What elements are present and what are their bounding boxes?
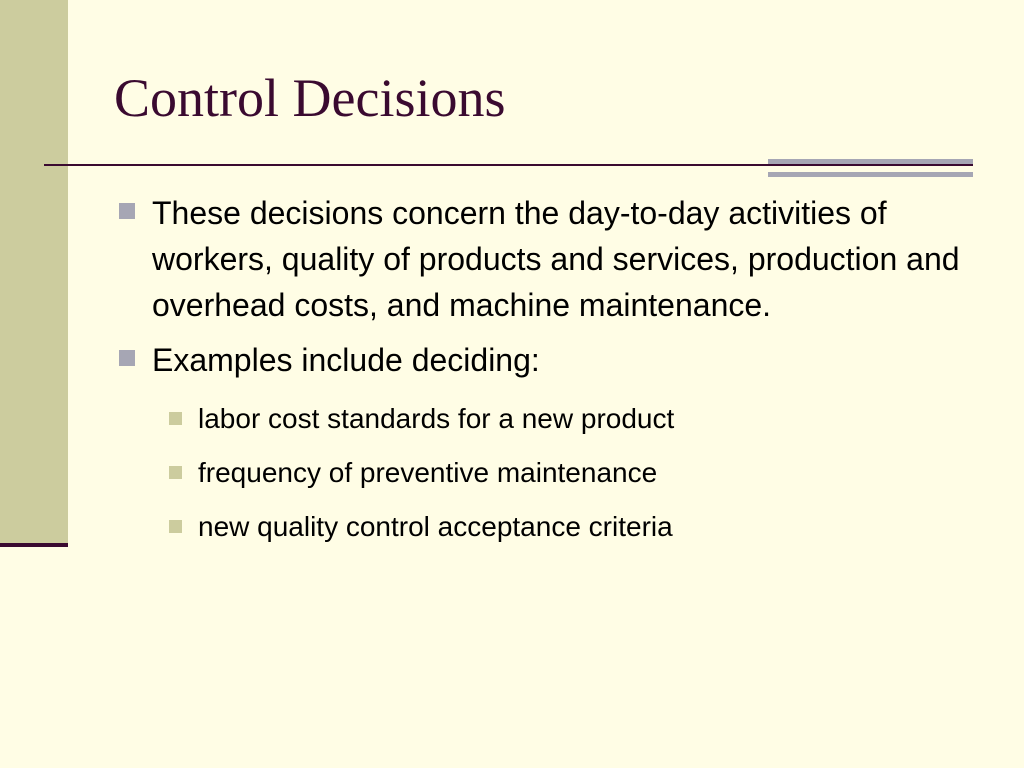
sub-bullet-item — [164, 446, 976, 500]
bullet-item — [116, 337, 976, 383]
sub-bullet-text: frequency of preventive maintenance — [198, 457, 658, 488]
sub-bullet-text: new quality control acceptance criteria — [198, 511, 673, 542]
square-bullet-icon — [169, 520, 182, 533]
sub-bullet-list — [116, 392, 976, 554]
bullet-item — [116, 190, 976, 328]
square-bullet-icon — [169, 412, 182, 425]
slide-body — [116, 190, 976, 554]
title-divider — [44, 164, 973, 166]
left-decorative-bar — [0, 0, 68, 543]
square-bullet-icon — [169, 466, 182, 479]
sub-bullet-text: labor cost standards for a new product — [198, 403, 675, 434]
square-bullet-icon — [119, 203, 135, 219]
accent-bar-bottom — [768, 172, 973, 177]
left-bar-underline — [0, 543, 68, 547]
square-bullet-icon — [119, 350, 135, 366]
slide-title: Control Decisions — [114, 68, 506, 128]
bullet-text: Examples include deciding: — [152, 342, 540, 378]
accent-bar-top — [768, 159, 973, 164]
sub-bullet-item — [164, 500, 976, 554]
sub-bullet-item — [164, 392, 976, 446]
bullet-text: These decisions concern the day-to-day activities of workers, quality of products and services, production and overhead costs, and machine maintenance. — [152, 195, 960, 323]
